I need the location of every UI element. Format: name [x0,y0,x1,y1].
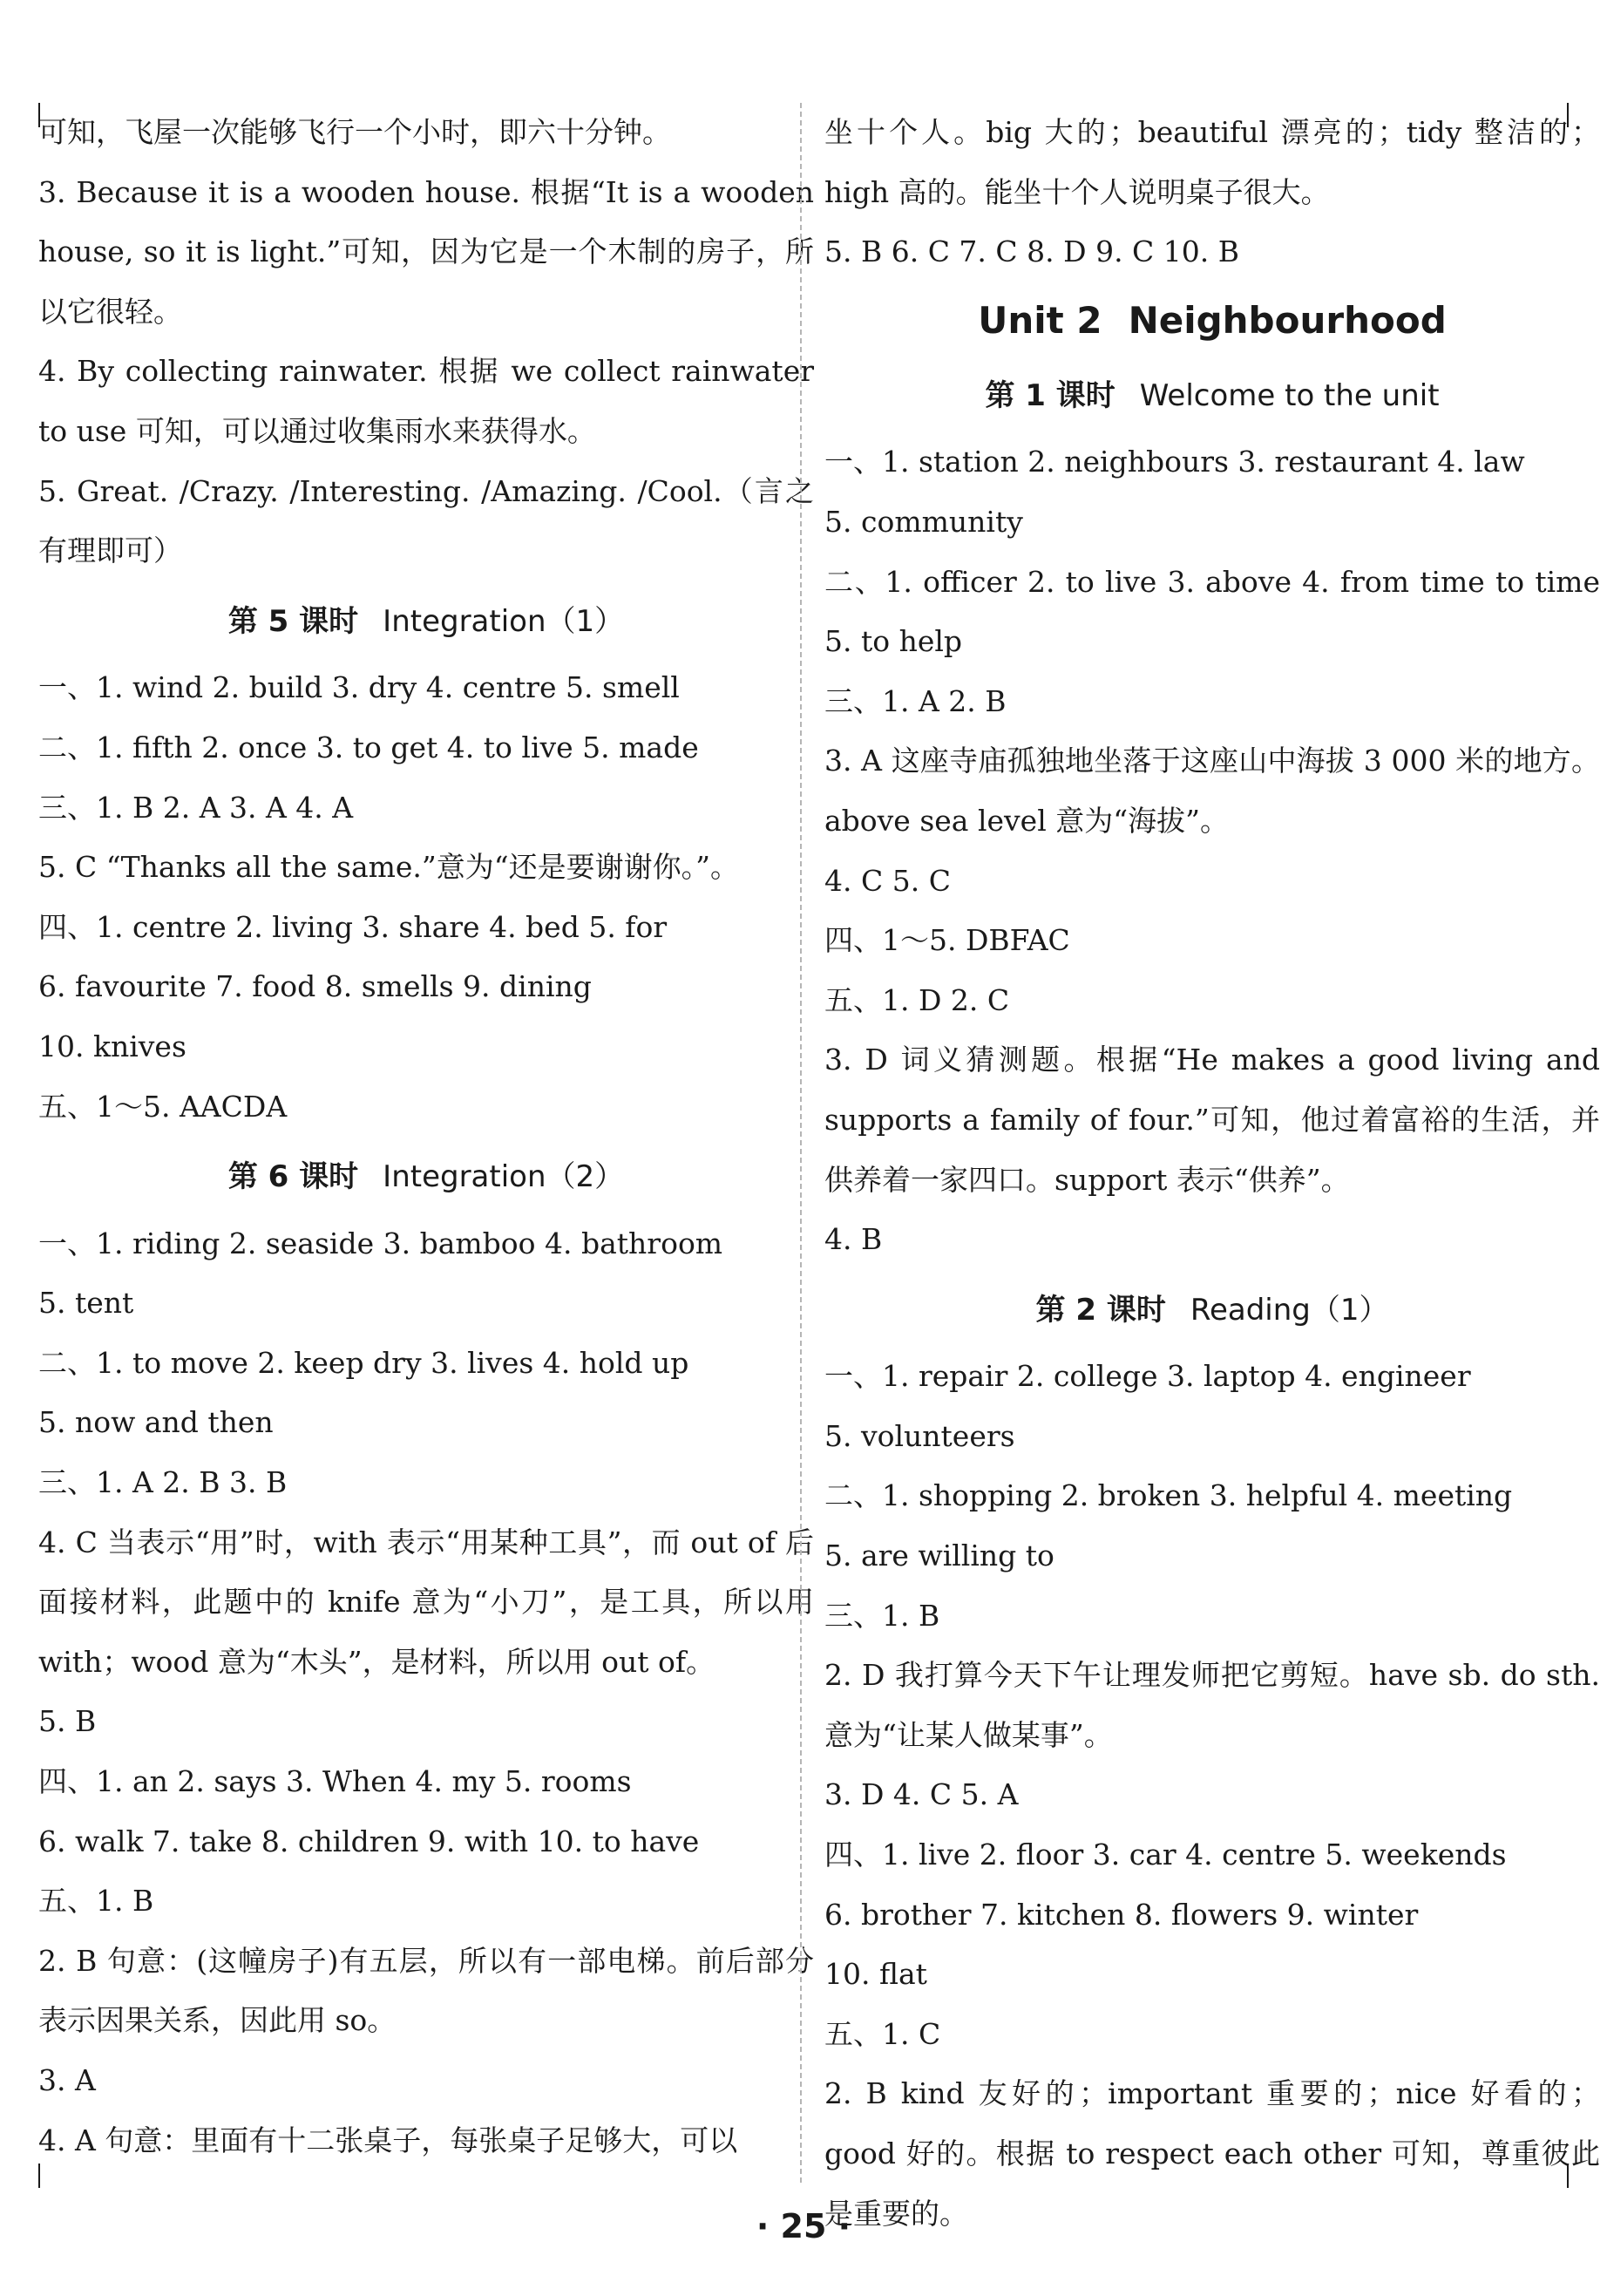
answer-line: 三、1. A 2. B [824,683,1007,718]
answer-line: 6. walk 7. take 8. children 9. with 10. to have [38,1824,700,1858]
right-column [824,103,1600,2244]
answer-line: 6. favourite 7. food 8. smells 9. dining [38,969,592,1004]
answer-line: 四、1. live 2. floor 3. car 4. centre 5. weekends [824,1837,1507,1872]
answer-line: 4. B [824,1222,883,1257]
answer-paragraph: 二、1. officer 2. to live 3. above 4. from time to time 5. to help [824,564,1600,659]
answer-line: 二、1. to move 2. keep dry 3. lives 4. hold up [38,1345,689,1380]
answer-line: 五、1. D 2. C [824,982,1010,1017]
lesson-number: 第 1 课时 [985,377,1115,413]
lesson-number: 第 5 课时 [227,603,359,639]
answer-line: 四、1. an 2. says 3. When 4. my 5. rooms [38,1764,632,1799]
answer-paragraph: 4. By collecting rainwater. 根据 we collect rainwater to use 可知，可以通过收集雨水来获得水。 [38,354,814,448]
answer-paragraph: 4. C 当表示“用”时，with 表示“用某种工具”，而 out of 后面接材料，此题中的 knife 意为“小刀”，是工具，所以用 with；wood 意为“木头”，是材料，所以用 out of。 [38,1525,814,1679]
answer-paragraph: 3. D 词义猜测题。根据“He makes a good living and supports a family of four.”可知，他过着富裕的生活，并供养着一家四口。support 表示“供养”。 [824,1043,1600,1197]
answer-line: 5. tent [38,1286,134,1321]
answer-line: 一、1. station 2. neighbours 3. restaurant 4. law [824,445,1525,479]
answer-line: 四、1. centre 2. living 3. share 4. bed 5. for [38,909,668,944]
lesson-title: Integration（1） [383,603,625,639]
lesson-number: 第 2 课时 [1035,1292,1166,1328]
answer-line: 二、1. shopping 2. broken 3. helpful 4. meeting [824,1478,1513,1513]
lesson-heading [38,1147,814,1207]
answer-line: 3. A [38,2063,96,2097]
lesson-title: Reading（1） [1190,1292,1389,1328]
answer-line: 三、1. B 2. A 3. A 4. A [38,790,354,825]
lesson-title: Integration（2） [383,1159,625,1195]
answer-paragraph: 5. Great. /Crazy. /Interesting. /Amazing. /Cool.（言之有理即可） [38,473,814,568]
unit-title [824,286,1600,356]
answer-line: 5. now and then [38,1405,274,1440]
lesson-number: 第 6 课时 [227,1159,359,1195]
answer-line: 5. C “Thanks all the same.”意为“还是要谢谢你。”。 [38,850,740,885]
answer-line: 5. are willing to [824,1539,1054,1573]
answer-line: 6. brother 7. kitchen 8. flowers 9. winter [824,1897,1419,1932]
answer-paragraph: 2. B 句意：(这幢房子)有五层，所以有一部电梯。前后部分表示因果关系，因此用 so。 [38,1943,814,2038]
lesson-title: Welcome to the unit [1139,377,1440,413]
answer-line: 四、1～5. DBFAC [824,923,1070,958]
answer-line: 5. volunteers [824,1418,1015,1453]
answer-line: 5. community [824,504,1023,539]
answer-line: 4. A 句意：里面有十二张桌子，每张桌子足够大，可以 [38,2123,738,2157]
unit-number: Unit 2 [978,298,1102,342]
answer-line: 5. B [38,1704,97,1739]
answer-line: 二、1. fifth 2. once 3. to get 4. to live 5. made [38,730,699,764]
answer-line: 五、1. B [38,1884,154,1919]
answer-paragraph: 坐十个人。big 大的；beautiful 漂亮的；tidy 整洁的；high 高的。能坐十个人说明桌子很大。 [824,115,1600,209]
answer-line: 5. B 6. C 7. C 8. D 9. C 10. B [824,234,1240,269]
answer-line: 10. knives [38,1029,186,1063]
answer-paragraph: 2. D 我打算今天下午让理发师把它剪短。have sb. do sth. 意为“让某人做某事”。 [824,1658,1600,1752]
answer-paragraph: 可知，飞屋一次能够飞行一个小时，即六十分钟。 [38,115,671,149]
answer-line: 10. flat [824,1957,927,1992]
answer-line: 五、1. C [824,2016,941,2051]
answer-paragraph: 2. B kind 友好的；important 重要的；nice 好看的；good 好的。根据 to respect each other 可知，尊重彼此是重要的。 [824,2076,1600,2231]
answer-line: 一、1. repair 2. college 3. laptop 4. engineer [824,1359,1471,1394]
answer-paragraph: 3. A 这座寺庙孤独地坐落于这座山中海拔 3 000 米的地方。above sea level 意为“海拔”。 [824,744,1600,838]
answer-line: 三、1. A 2. B 3. B [38,1465,288,1500]
answer-paragraph: 3. Because it is a wooden house. 根据“It is a wooden house, so it is light.”可知，因为它是一个木制的房子，所以它很轻。 [38,174,814,329]
page-number: · 25 · [756,2207,851,2245]
unit-name: Neighbourhood [1128,298,1447,342]
column-divider [800,103,802,2183]
answer-line: 一、1. riding 2. seaside 3. bamboo 4. bathroom [38,1226,723,1260]
answer-line: 五、1～5. AACDA [38,1089,288,1124]
answer-line: 一、1. wind 2. build 3. dry 4. centre 5. smell [38,670,680,705]
answer-line: 3. D 4. C 5. A [824,1777,1019,1812]
lesson-heading [824,366,1600,426]
lesson-heading [38,592,814,652]
answer-line: 4. C 5. C [824,863,951,898]
left-column [38,103,814,2170]
answer-line: 三、1. B [824,1598,940,1633]
lesson-heading [824,1280,1600,1341]
